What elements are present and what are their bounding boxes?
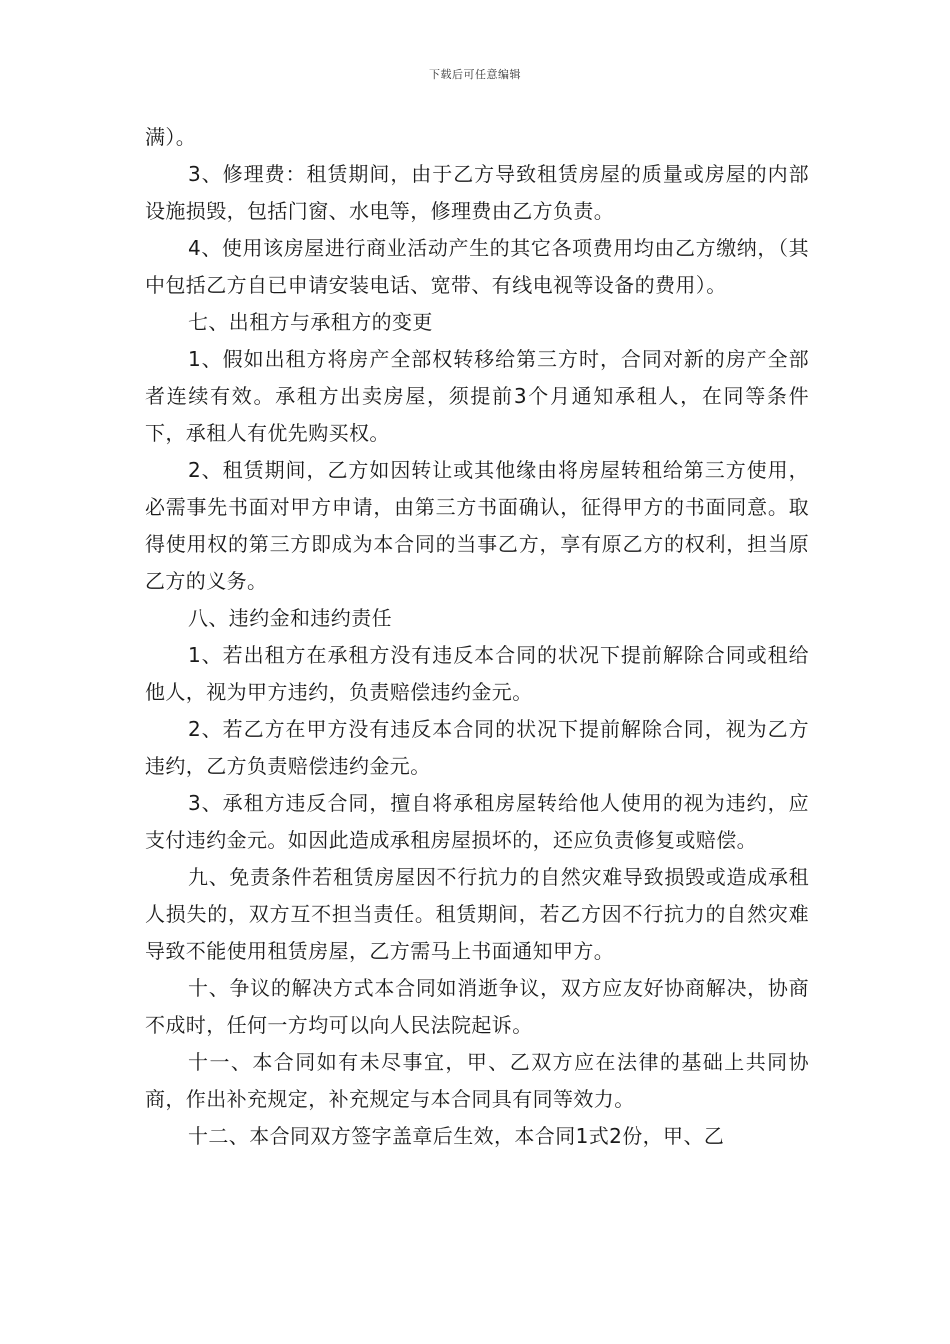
paragraph-other-fees: 4、使用该房屋进行商业活动产生的其它各项费用均由乙方缴纳，（其中包括乙方自已申请安装电话、宽带、有线电视等设备的费用）。 (145, 236, 809, 297)
section-12-effect: 十二、本合同双方签字盖章后生效，本合同1式2份，甲、乙 (188, 1124, 725, 1148)
paragraph-8-2: 2、若乙方在甲方没有违反本合同的状况下提前解除合同，视为乙方违约，乙方负责赔偿违约金元。 (145, 717, 809, 778)
paragraph-continuation: 满）。 (145, 125, 197, 149)
section-11-supplement: 十一、本合同如有未尽事宜，甲、乙双方应在法律的基础上共同协商，作出补充规定，补充规定与本合同具有同等效力。 (145, 1050, 809, 1111)
paragraph-8-1: 1、若出租方在承租方没有违反本合同的状况下提前解除合同或租给他人，视为甲方违约，负责赔偿违约金元。 (145, 643, 809, 704)
paragraph-repair-fee: 3、修理费：租赁期间，由于乙方导致租赁房屋的质量或房屋的内部设施损毁，包括门窗、水电等，修理费由乙方负责。 (145, 162, 809, 223)
document-body (145, 119, 809, 1155)
paragraph-8-3: 3、承租方违反合同，擅自将承租房屋转给他人使用的视为违约，应支付违约金元。如因此造成承租房屋损坏的，还应负责修复或赔偿。 (145, 791, 809, 852)
section-heading-8: 八、违约金和违约责任 (188, 606, 392, 630)
section-9-exemption: 九、免责条件若租赁房屋因不行抗力的自然灾难导致损毁或造成承租人损失的，双方互不担当责任。租赁期间，若乙方因不行抗力的自然灾难导致不能使用租赁房屋，乙方需马上书面通知甲方。 (145, 865, 809, 963)
paragraph-7-2: 2、租赁期间，乙方如因转让或其他缘由将房屋转租给第三方使用，必需事先书面对甲方申请，由第三方书面确认，征得甲方的书面同意。取得使用权的第三方即成为本合同的当事乙方，享有原乙方的权利，担当原乙方的义务。 (145, 458, 809, 593)
section-heading-7: 七、出租方与承租方的变更 (188, 310, 433, 334)
paragraph-7-1: 1、假如出租方将房产全部权转移给第三方时，合同对新的房产全部者连续有效。承租方出卖房屋，须提前3个月通知承租人，在同等条件下，承租人有优先购买权。 (145, 347, 809, 445)
page-header: 下载后可任意编辑 (429, 68, 521, 81)
section-10-disputes: 十、争议的解决方式本合同如消逝争议，双方应友好协商解决，协商不成时，任何一方均可以向人民法院起诉。 (145, 976, 809, 1037)
